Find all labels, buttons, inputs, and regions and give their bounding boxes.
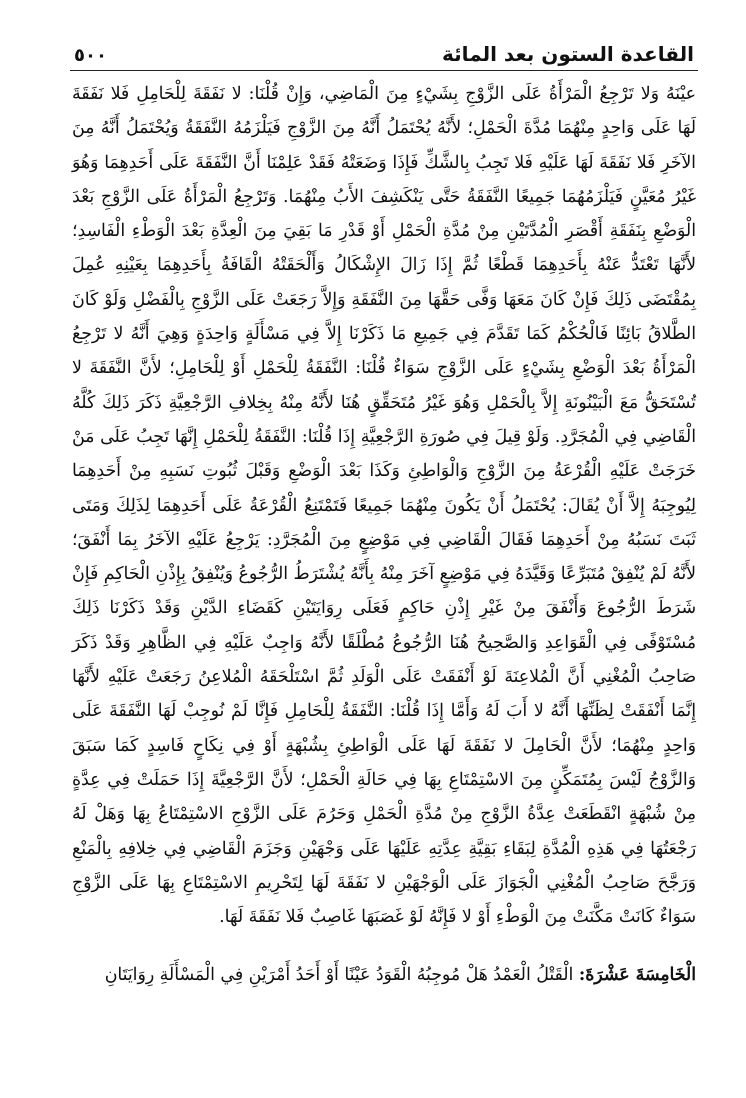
- section-label: الْخَامِسَةَ عَشْرَةَ:: [578, 965, 696, 986]
- running-title: القاعدة الستون بعد المائة: [442, 42, 694, 66]
- section-text: الْقَتْلُ الْعَمْدُ هَلْ مُوجِبُهُ الْقَوَدُ عَيْنًا أَوْ أَحَدُ أَمْرَيْنِ فِي الْمَسْأَلَةِ رِوَايَتَانِ: [104, 965, 574, 986]
- main-paragraph: عيْنَهُ وَلا تَرْجِعُ الْمَرْأَةُ عَلَى الزَّوْجِ بِشَيْءٍ مِنَ الْمَاضِي، وَإِنْ قُلْنَا: لا نَفَقَةَ لِلْحَامِلِ فَلا نَفَقَةَ لَهَا عَلَى وَاحِدٍ مِنْهُمَا مُدَّةَ الْحَمْلِ؛ لأَنَّهُ يُحْتَمَلُ أَنَّهُ مِنَ الزَّوْجِ فَيَلْزَمُهُ النَّفَقَةُ وَيُحْتَمَلُ أَنَّهُ مِنَ الآخَرِ فَلا نَفَقَةَ لَهَا عَلَيْهِ فَلا تَجِبُ بِالشَّكِّ فَإِذَا وَضَعَتْهُ فَقَدْ عَلِمْنَا أَنَّ النَّفَقَةَ عَلَى أَحَدِهِمَا وَهُوَ غَيْرُ مُعَيَّنٍ فَيَلْزَمُهُمَا جَمِيعًا النَّفَقَةُ حَتَّى يَنْكَشِفَ الأَبُ مِنْهُمَا. وَتَرْجِعُ الْمَرْأَةُ عَلَى الزَّوْجِ بَعْدَ الْوَضْعِ بِنَفَقَةِ أَقْصَرِ الْمُدَّتَيْنِ مِنْ مُدَّةِ الْحَمْلِ أَوْ قَدْرِ مَا بَقِيَ مِنَ الْعِدَّةِ بَعْدَ الْوَطْءِ الْفَاسِدِ؛ لأَنَّهَا تَعْتَدُّ عَنْهُ بِأَحَدِهِمَا قَطْعًا ثُمَّ إِذَا زَالَ الإِشْكَالُ وَأَلْحَقَتْهُ الْقَافَةُ بِأَحَدِهِمَا بِعَيْنِهِ عُمِلَ بِمُقْتَضَى ذَلِكَ فَإِنْ كَانَ مَعَهَا وَفَّى حَقَّهَا مِنَ النَّفَقَةِ وَإِلاَّ رَجَعَتْ عَلَى الزَّوْجِ بِالْفَضْلِ وَلَوْ كَانَ الطَّلاقُ بَائِنًا فَالْحُكْمُ كَمَا تَقَدَّمَ فِي جَمِيعِ مَا ذَكَرْنَا إِلاَّ فِي مَسْأَلَةٍ وَاحِدَةٍ وَهِيَ أَنَّهُ لا تَرْجِعُ الْمَرْأَةُ بَعْدَ الْوَضْعِ بِشَيْءٍ عَلَى الزَّوْجِ سَوَاءٌ قُلْنَا: النَّفَقَةُ لِلْحَمْلِ أَوْ لِلْحَامِلِ؛ لأَنَّ النَّفَقَةَ لا تُسْتَحَقُّ مَعَ الْبَيْنُونَةِ إِلاَّ بِالْحَمْلِ وَهُوَ غَيْرُ مُتَحَقِّقٍ هُنَا لأَنَّهُ مِنْهُ بِخِلافِ الرَّجْعِيَّةِ ذَكَرَ ذَلِكَ كُلَّهُ الْقَاضِي فِي الْمُجَرَّدِ. وَلَوْ قِيلَ فِي صُورَةِ الرَّجْعِيَّةِ إِذَا قُلْنَا: النَّفَقَةُ لِلْحَمْلِ إِنَّهَا تَجِبُ عَلَى مَنْ خَرَجَتْ عَلَيْهِ الْقُرْعَةُ مِنَ الزَّوْجِ وَالْوَاطِئِ وَكَذَا بَعْدَ الْوَضْعِ وَقَبْلَ ثُبُوتِ نَسَبِهِ مِنْ أَحَدِهِمَا لِيُوجِبَهُ إِلاَّ أَنْ يُقَالَ: يُحْتَمَلُ أَنْ يَكُونَ مِنْهُمَا جَمِيعًا فَتَمْتَنِعُ الْقُرْعَةُ عَلَى أَحَدِهِمَا لِذَلِكَ وَمَتَى ثَبَتَ نَسَبُهُ مِنْ أَحَدِهِمَا فَقَالَ الْقَاضِي فِي مَوْضِعٍ مِنَ الْمُجَرَّدِ: يَرْجِعُ عَلَيْهِ الآخَرُ بِمَا أَنْفَقَ؛ لأَنَّهُ لَمْ يُنْفِقْ مُتَبَرِّعًا وَقَيَّدَهُ فِي مَوْضِعٍ آخَرَ مِنْهُ بِأَنَّهُ يُشْتَرَطُ الرُّجُوعُ وَيُنْفِقُ بِإِذْنِ الْحَاكِمِ فَإِنْ شَرَطَ الرُّجُوعَ وَأَنْفَقَ مِنْ غَيْرِ إِذْنِ حَاكِمٍ فَعَلَى رِوَايَتَيْنِ كَقَضَاءِ الدَّيْنِ وَقَدْ ذَكَرْنَا ذَلِكَ مُسْتَوْفًى فِي الْقَوَاعِدِ وَالصَّحِيحُ هُنَا الرُّجُوعُ مُطْلَقًا لأَنَّهُ وَاجِبٌ عَلَيْهِ فِي الظَّاهِرِ وَقَدْ ذَكَرَ صَاحِبُ الْمُغْنِي أَنَّ الْمُلاعِنَةَ لَوْ أَنْفَقَتْ عَلَى الْوَلَدِ ثُمَّ اسْتَلْحَقَهُ الْمُلاعِنُ رَجَعَتْ عَلَيْهِ لأَنَّهَا إِنَّمَا أَنْفَقَتْ لِظَنِّهَا أَنَّهُ لا أَبَ لَهُ وَأَمَّا إِذَا قُلْنَا: النَّفَقَةُ لِلْحَامِلِ فَإِنَّا لَمْ نُوجِبْ لَهَا النَّفَقَةَ عَلَى وَاحِدٍ مِنْهُمَا؛ لأَنَّ الْحَامِلَ لا نَفَقَةَ لَهَا عَلَى الْوَاطِئِ بِشُبْهَةٍ أَوْ فِي نِكَاحٍ فَاسِدٍ كَمَا سَبَقَ وَالزَّوْجُ لَيْسَ بِمُتَمَكِّنٍ مِنَ الاسْتِمْتَاعِ بِهَا فِي حَالَةِ الْحَمْلِ؛ لأَنَّ الرَّجْعِيَّةَ إِذَا حَمَلَتْ فِي عِدَّةٍ مِنْ شُبْهَةٍ انْقَطَعَتْ عِدَّةُ الزَّوْجِ مِنْ مُدَّةِ الْحَمْلِ وَحَرُمَ عَلَى الزَّوْجِ الاسْتِمْتَاعُ بِهَا وَهَلْ لَهُ رَجْعَتُهَا فِي هَذِهِ الْمُدَّةِ لِبَقَاءِ بَقِيَّةِ عِدَّتِهِ عَلَيْهَا عَلَى وَجْهَيْنِ وَجَزَمَ الْقَاضِي فِي خِلافِهِ بِالْمَنْعِ وَرَجَّحَ صَاحِبُ الْمُغْنِي الْجَوَازَ عَلَى الْوَجْهَيْنِ لا نَفَقَةَ لَهَا لِتَحْرِيمِ الاسْتِمْتَاعِ بِهَا عَلَى الزَّوْجِ سَوَاءٌ كَانَتْ مَكَّنَتْ مِنَ الْوَطْءِ أَوْ لا فَإِنَّهُ لَوْ غَصَبَهَا غَاصِبٌ فَلا نَفَقَةَ لَهَا.: [72, 84, 696, 928]
- page-header: [70, 30, 698, 71]
- section-fifteen: [70, 958, 698, 992]
- page-number: ٥٠٠: [74, 45, 107, 66]
